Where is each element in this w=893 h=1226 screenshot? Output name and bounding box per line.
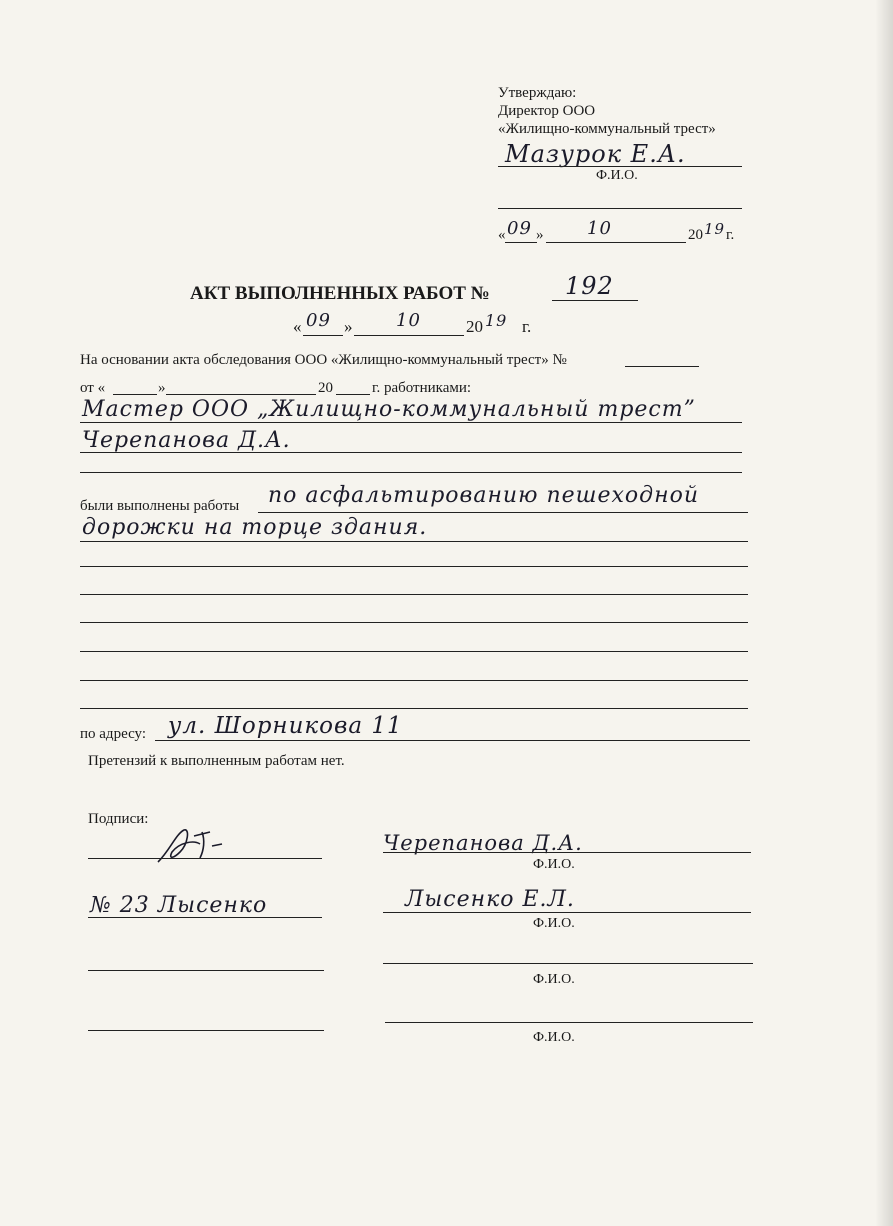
works-line-1: по асфальтированию пешеходной	[268, 483, 700, 508]
director-name-handwritten: Мазурок Е.А.	[505, 140, 686, 168]
address-value: ул. Шорникова 11	[168, 713, 403, 739]
no-claims-text: Претензий к выполненным работам нет.	[88, 753, 345, 769]
sig-row1-right: Черепанова Д.А.	[383, 831, 583, 855]
scan-shadow	[875, 0, 893, 1226]
works-label: были выполнены работы	[80, 498, 240, 514]
address-label: по адресу:	[80, 726, 147, 742]
act-year: 19	[485, 311, 508, 330]
act-number: 192	[565, 272, 614, 300]
sig-row3-fio: Ф.И.О.	[533, 972, 575, 987]
workers-line-2: Черепанова Д.А.	[82, 428, 291, 453]
approval-month: 10	[587, 218, 612, 239]
document-page: Утверждаю: Директор ООО «Жилищно-коммунальный трест» Мазурок Е.А. Ф.И.О. « 09 » 10 20 19 г. АКТ ВЫПОЛНЕННЫХ РАБОТ № 192 « 09 » 10 20 19 г. На основании акта обследования ООО «Жилищно-коммунальный трест» № от « » 20 г. работниками: Мастер ООО „Жилищно-коммунальный трест” Черепанова Д.А. были выполнены работы по асфальтированию пешеходной дорожки на торце здания. по адресу: ул. Шорникова 11 Претензий к выполненным работам нет. Подписи: Черепанова Д.А. Ф.И.О. № 23 Лысенко Лысенко Е.Л. Ф.И.О. Ф.И.О. Ф.И.О.	[0, 0, 893, 1226]
sig-row1-fio: Ф.И.О.	[533, 857, 575, 872]
approval-day: 09	[507, 218, 532, 239]
sig-row1-left	[176, 830, 179, 831]
signature-scribble	[150, 822, 240, 872]
basis-text: На основании акта обследования ООО «Жилищно-коммунальный трест» №	[80, 352, 567, 368]
signatures-label: Подписи:	[88, 811, 149, 827]
basis-number-line	[625, 366, 699, 367]
approval-line-3: «Жилищно-коммунальный трест»	[498, 121, 716, 137]
sig-row2-left: № 23 Лысенко	[90, 893, 268, 918]
director-fio-label: Ф.И.О.	[596, 168, 638, 183]
document-title: АКТ ВЫПОЛНЕННЫХ РАБОТ №	[190, 283, 490, 304]
sig-row4-fio: Ф.И.О.	[533, 1030, 575, 1045]
works-line-2: дорожки на торце здания.	[82, 515, 428, 540]
director-name-line	[498, 166, 742, 167]
act-number-line	[552, 300, 638, 301]
sig-row2-right: Лысенко Е.Л.	[405, 887, 575, 912]
approval-line-1: Утверждаю:	[498, 85, 577, 101]
sig-row2-fio: Ф.И.О.	[533, 916, 575, 931]
act-day: 09	[306, 310, 331, 331]
act-month: 10	[396, 310, 421, 331]
approval-year: 19	[704, 220, 726, 238]
approval-signature-line	[498, 208, 742, 209]
approval-line-2: Директор ООО	[498, 103, 596, 119]
workers-line-1: Мастер ООО „Жилищно-коммунальный трест”	[82, 397, 696, 422]
